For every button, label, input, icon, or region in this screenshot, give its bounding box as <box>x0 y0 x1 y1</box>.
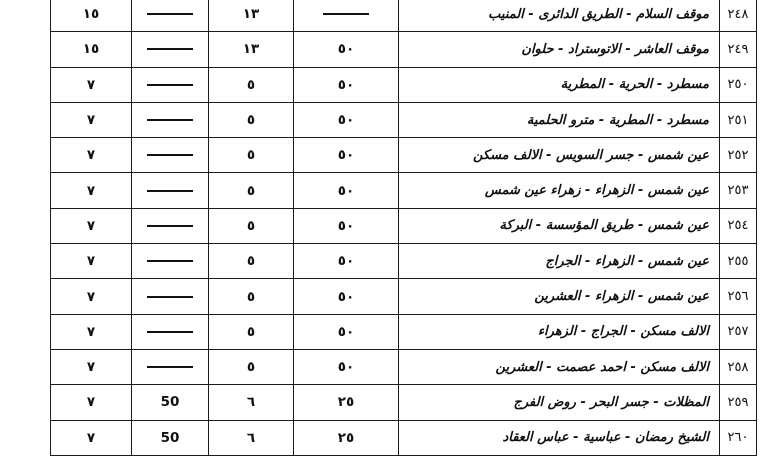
value-cell-3 <box>132 208 209 243</box>
value-cell-2 <box>209 208 294 243</box>
value-cell-1-text: ٥٠ <box>337 359 355 376</box>
value-cell-2 <box>209 279 294 314</box>
table-row <box>51 102 757 137</box>
route-number-cell-text: ٢٥٩ <box>727 394 749 410</box>
routes-table-body <box>51 0 757 455</box>
value-cell-2 <box>209 67 294 102</box>
route-number-cell <box>720 208 757 243</box>
value-cell-2-text: ٥ <box>246 253 256 270</box>
value-cell-1 <box>294 138 399 173</box>
value-cell-3 <box>132 420 209 455</box>
value-cell-1 <box>294 102 399 137</box>
value-cell-1 <box>294 279 399 314</box>
value-cell-4 <box>51 420 132 455</box>
value-cell-2 <box>209 420 294 455</box>
value-cell-1-text: ٥٠ <box>337 147 355 164</box>
route-name-cell-text: مسطرد - المطرية - مترو الحلمية <box>526 112 709 128</box>
route-name-cell <box>399 138 720 173</box>
value-cell-4 <box>51 244 132 279</box>
route-number-cell-text: ٢٥٠ <box>727 77 749 93</box>
value-cell-1-text: ٢٥ <box>337 429 355 446</box>
value-cell-1-text: ٥٠ <box>337 76 355 93</box>
value-cell-3 <box>132 279 209 314</box>
value-cell-2 <box>209 244 294 279</box>
dash-mark <box>147 190 193 192</box>
value-cell-4 <box>51 314 132 349</box>
route-number-cell-text: ٢٤٩ <box>727 41 749 57</box>
value-cell-3 <box>132 314 209 349</box>
route-number-cell <box>720 0 757 32</box>
route-number-cell <box>720 279 757 314</box>
routes-table <box>50 0 757 456</box>
route-name-cell <box>399 67 720 102</box>
value-cell-1-text: ٥٠ <box>337 253 355 270</box>
route-number-cell-text: ٢٥٦ <box>727 289 749 305</box>
dash-mark <box>147 225 193 227</box>
route-name-cell <box>399 208 720 243</box>
dash-mark <box>147 331 193 333</box>
value-cell-4 <box>51 102 132 137</box>
route-number-cell-text: ٢٥٨ <box>727 359 749 375</box>
value-cell-2-text: ٥ <box>246 182 256 199</box>
value-cell-1-text: ٥٠ <box>337 288 355 305</box>
value-cell-1-text: ٥٠ <box>337 41 355 58</box>
value-cell-3 <box>132 138 209 173</box>
table-row <box>51 32 757 67</box>
route-name-cell <box>399 102 720 137</box>
table-row <box>51 173 757 208</box>
route-name-cell <box>399 420 720 455</box>
route-name-cell-text: الالف مسكن - احمد عصمت - العشرين <box>495 359 709 375</box>
value-cell-2-text: ٥ <box>246 217 256 234</box>
value-cell-4-text: ٧ <box>86 288 96 305</box>
value-cell-2 <box>209 314 294 349</box>
value-cell-4-text: ٧ <box>86 112 96 129</box>
value-cell-4-text: ٧ <box>86 217 96 234</box>
value-cell-1 <box>294 208 399 243</box>
value-cell-4-text: ٧ <box>86 429 96 446</box>
dash-mark <box>147 260 193 262</box>
route-number-cell-text: ٢٤٨ <box>727 6 749 22</box>
route-number-cell <box>720 420 757 455</box>
value-cell-4-text: ٧ <box>86 359 96 376</box>
table-row <box>51 385 757 420</box>
value-cell-3 <box>132 32 209 67</box>
route-number-cell-text: ٢٦٠ <box>727 430 749 446</box>
value-cell-4-text: ٧ <box>86 253 96 270</box>
value-cell-1-text: ٢٥ <box>337 394 355 411</box>
route-name-cell <box>399 0 720 32</box>
value-cell-1 <box>294 32 399 67</box>
route-name-cell-text: الشيخ رمضان - عباسية - عباس العقاد <box>502 430 709 446</box>
dash-mark <box>147 13 193 15</box>
value-cell-2-text: ٥ <box>246 147 256 164</box>
value-cell-1 <box>294 67 399 102</box>
route-name-cell-text: عين شمس - الزهراء - الجراج <box>545 253 709 269</box>
value-cell-2-text: ٦ <box>246 429 256 446</box>
dash-mark <box>147 366 193 368</box>
value-cell-1 <box>294 385 399 420</box>
dash-mark <box>147 119 193 121</box>
table-row <box>51 420 757 455</box>
value-cell-3 <box>132 102 209 137</box>
value-cell-2 <box>209 349 294 384</box>
value-cell-4-text: ٧ <box>86 182 96 199</box>
route-name-cell-text: عين شمس - جسر السويس - الالف مسكن <box>473 147 709 163</box>
value-cell-4 <box>51 173 132 208</box>
value-cell-1-text: ٥٠ <box>337 217 355 234</box>
value-cell-2-text: ١٣ <box>242 6 260 23</box>
table-row <box>51 208 757 243</box>
value-cell-3-text: 50 <box>160 429 180 446</box>
table-row <box>51 279 757 314</box>
value-cell-1 <box>294 244 399 279</box>
value-cell-2-text: ١٣ <box>242 41 260 58</box>
route-name-cell <box>399 173 720 208</box>
dash-mark <box>147 154 193 156</box>
route-name-cell-text: عين شمس - الزهراء - زهراء عين شمس <box>484 183 709 199</box>
dash-mark <box>323 13 369 15</box>
value-cell-4 <box>51 385 132 420</box>
value-cell-4 <box>51 138 132 173</box>
value-cell-2-text: ٥ <box>246 76 256 93</box>
value-cell-4 <box>51 67 132 102</box>
value-cell-3-text: 50 <box>160 394 180 411</box>
route-name-cell <box>399 349 720 384</box>
route-name-cell <box>399 385 720 420</box>
route-name-cell-text: موقف العاشر - الاتوستراد - حلوان <box>521 41 709 57</box>
value-cell-2-text: ٦ <box>246 394 256 411</box>
dash-mark <box>147 296 193 298</box>
value-cell-4-text: ١٥ <box>82 6 100 23</box>
value-cell-1 <box>294 173 399 208</box>
value-cell-2 <box>209 173 294 208</box>
value-cell-1 <box>294 314 399 349</box>
table-row <box>51 244 757 279</box>
value-cell-3 <box>132 349 209 384</box>
route-name-cell <box>399 279 720 314</box>
route-number-cell-text: ٢٥٣ <box>727 183 749 199</box>
route-number-cell <box>720 138 757 173</box>
route-name-cell <box>399 244 720 279</box>
route-number-cell-text: ٢٥٢ <box>727 147 749 163</box>
route-number-cell <box>720 244 757 279</box>
value-cell-4-text: ٧ <box>86 394 96 411</box>
table-row <box>51 138 757 173</box>
route-number-cell-text: ٢٥١ <box>727 112 749 128</box>
value-cell-1 <box>294 349 399 384</box>
value-cell-4-text: ٧ <box>86 76 96 93</box>
value-cell-3 <box>132 0 209 32</box>
route-name-cell <box>399 32 720 67</box>
dash-mark <box>147 48 193 50</box>
route-name-cell-text: مسطرد - الحرية - المطرية <box>560 77 709 93</box>
route-number-cell <box>720 67 757 102</box>
value-cell-2-text: ٥ <box>246 323 256 340</box>
table-row <box>51 67 757 102</box>
value-cell-2 <box>209 138 294 173</box>
value-cell-1 <box>294 0 399 32</box>
table-row <box>51 314 757 349</box>
value-cell-4-text: ١٥ <box>82 41 100 58</box>
table-row <box>51 0 757 32</box>
route-number-cell <box>720 102 757 137</box>
value-cell-2-text: ٥ <box>246 359 256 376</box>
value-cell-2 <box>209 385 294 420</box>
value-cell-1-text: ٥٠ <box>337 323 355 340</box>
route-name-cell-text: موقف السلام - الطريق الدائرى - المنيب <box>488 6 709 22</box>
value-cell-4 <box>51 32 132 67</box>
value-cell-2 <box>209 102 294 137</box>
route-number-cell <box>720 173 757 208</box>
route-name-cell <box>399 314 720 349</box>
value-cell-4 <box>51 0 132 32</box>
value-cell-2-text: ٥ <box>246 288 256 305</box>
route-number-cell-text: ٢٥٤ <box>727 218 749 234</box>
route-number-cell <box>720 32 757 67</box>
value-cell-1 <box>294 420 399 455</box>
value-cell-4 <box>51 279 132 314</box>
route-name-cell-text: المظلات - جسر البحر - روض الفرج <box>513 394 709 410</box>
value-cell-4-text: ٧ <box>86 147 96 164</box>
value-cell-1-text: ٥٠ <box>337 112 355 129</box>
route-number-cell-text: ٢٥٧ <box>727 324 749 340</box>
route-number-cell <box>720 314 757 349</box>
route-number-cell <box>720 385 757 420</box>
value-cell-4 <box>51 208 132 243</box>
value-cell-4-text: ٧ <box>86 323 96 340</box>
route-number-cell-text: ٢٥٥ <box>727 253 749 269</box>
value-cell-4 <box>51 349 132 384</box>
value-cell-3 <box>132 67 209 102</box>
value-cell-3 <box>132 173 209 208</box>
route-name-cell-text: عين شمس - الزهراء - العشرين <box>534 289 709 305</box>
route-name-cell-text: الالف مسكن - الجراج - الزهراء <box>537 324 709 340</box>
dash-mark <box>147 84 193 86</box>
table-row <box>51 349 757 384</box>
value-cell-1-text: ٥٠ <box>337 182 355 199</box>
route-name-cell-text: عين شمس - طريق المؤسسة - البركة <box>499 218 709 234</box>
value-cell-2 <box>209 32 294 67</box>
value-cell-2 <box>209 0 294 32</box>
value-cell-3 <box>132 244 209 279</box>
value-cell-3 <box>132 385 209 420</box>
route-number-cell <box>720 349 757 384</box>
value-cell-2-text: ٥ <box>246 112 256 129</box>
